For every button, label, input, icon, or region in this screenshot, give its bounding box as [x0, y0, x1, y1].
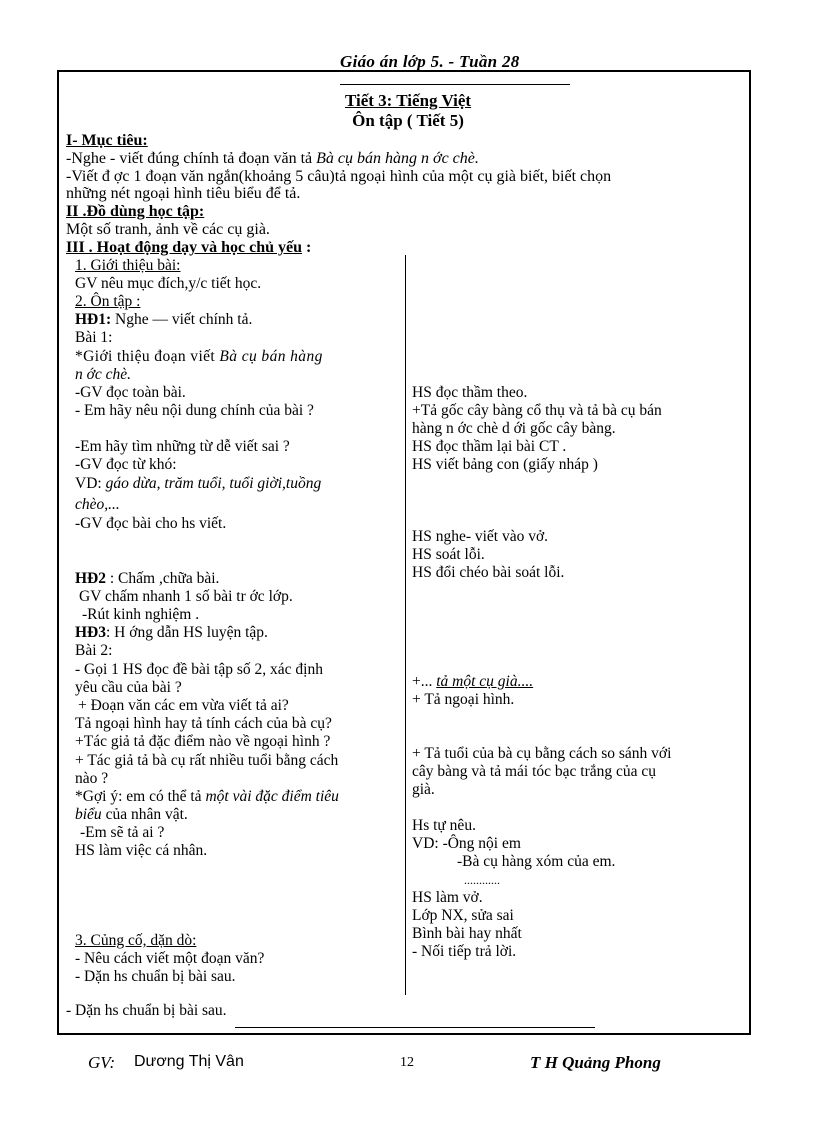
left-line: yêu cầu của bài ? [75, 679, 182, 696]
right-line: -Bà cụ hàng xóm của em. [457, 853, 616, 870]
right-line: HS nghe- viết vào vở. [412, 528, 549, 545]
objective-1: -Nghe - viết đúng chính tả đoạn văn tả Bà cụ bán hàng n ớc chè. [66, 150, 479, 167]
left-line: HĐ3: H ớng dẫn HS luyện tập. [75, 624, 268, 641]
left-line: 1. Giới thiệu bài: [75, 257, 181, 274]
left-line: -GV đọc từ khó: [75, 456, 177, 473]
left-line: nào ? [75, 770, 109, 787]
section-materials-heading: II .Đồ dùng học tập: [66, 203, 205, 220]
right-line: HS soát lỗi. [412, 546, 485, 563]
left-line: + Tác giả tả bà cụ rất nhiều tuổi bằng cách [75, 752, 339, 769]
right-line: + Tả ngoại hình. [412, 691, 515, 708]
right-line: cây bàng và tả mái tóc bạc trắng của cụ [412, 763, 657, 780]
footer-teacher-label: GV: [88, 1053, 116, 1072]
lesson-title: Tiết 3: Tiếng Việt [344, 91, 472, 110]
left-line: Bài 2: [75, 642, 113, 659]
left-line: + Đoạn văn các em vừa viết tả ai? [78, 697, 289, 714]
left-line: HĐ1: Nghe — viết chính tả. [75, 311, 253, 328]
lesson-subtitle: Ôn tập ( Tiết 5) [352, 111, 464, 130]
left-line: - Dặn hs chuẩn bị bài sau. [66, 1002, 227, 1019]
left-line: Bài 1: [75, 329, 113, 346]
left-line: -Em hãy tìm những từ dễ viết sai ? [75, 438, 290, 455]
section-objectives-heading: I- Mục tiêu: [66, 132, 148, 149]
right-line: Bình bài hay nhất [412, 925, 522, 942]
left-line: 2. Ôn tập : [75, 293, 141, 310]
left-line: Tả ngoại hình hay tả tính cách của bà cụ? [75, 715, 332, 732]
right-line: già. [412, 781, 435, 798]
objective-2: -Viết đ ợc 1 đoạn văn ngắn(khoảng 5 câu)tả ngoại hình của một cụ già biết, biết chọn [66, 168, 612, 185]
right-line: HS đọc thầm theo. [412, 384, 528, 401]
bottom-rule [235, 1027, 595, 1028]
left-line: -Rút kinh nghiệm . [82, 606, 200, 623]
left-line: biểu của nhân vật. [75, 806, 188, 823]
right-line: HS đổi chéo bài soát lỗi. [412, 564, 565, 581]
left-line: n ớc chè. [75, 366, 132, 383]
left-line: *Gợi ý: em có thể tả một vài đặc điểm tiêu [75, 788, 339, 805]
right-line: hàng n ớc chè d ới gốc cây bàng. [412, 420, 616, 437]
left-line: GV nêu mục đích,y/c tiết học. [75, 275, 262, 292]
right-line: Lớp NX, sửa sai [412, 907, 514, 924]
left-line: *Giới thiệu đoạn viết Bà cụ bán hàng [75, 348, 323, 365]
left-line: - Dặn hs chuẩn bị bài sau. [75, 968, 236, 985]
left-line: -GV đọc toàn bài. [75, 384, 186, 401]
left-line: +Tác giả tả đặc điểm nào về ngoại hình ? [75, 733, 331, 750]
materials-text: Một số tranh, ảnh về các cụ già. [66, 221, 270, 238]
objective-2-cont: những nét ngoại hình tiêu biểu để tả. [66, 185, 301, 202]
right-line: HS đọc thầm lại bài CT . [412, 438, 567, 455]
left-line: - Em hãy nêu nội dung chính của bài ? [75, 402, 314, 419]
right-line: HS làm vở. [412, 889, 483, 906]
left-line: GV chấm nhanh 1 số bài tr ớc lớp. [79, 588, 293, 605]
left-line: HĐ2 : Chấm ,chữa bài. [75, 570, 220, 587]
left-line: HS làm việc cá nhân. [75, 842, 208, 859]
left-line: -Em sẽ tả ai ? [80, 824, 165, 841]
right-line: - Nối tiếp trả lời. [412, 943, 517, 960]
page-number: 12 [400, 1055, 414, 1070]
footer-school: T H Quảng Phong [530, 1053, 661, 1072]
left-line: - Nêu cách viết một đoạn văn? [75, 950, 265, 967]
right-line: ............ [464, 873, 500, 887]
section-activities-heading: III . Hoạt động dạy và học chủ yếu : [66, 239, 312, 256]
left-line: -GV đọc bài cho hs viết. [75, 515, 227, 532]
left-line: VD: gáo dừa, trăm tuổi, tuổi giời,tuồng [75, 475, 322, 492]
left-line: - Gọi 1 HS đọc đề bài tập số 2, xác định [75, 661, 323, 678]
left-line: chèo,... [75, 496, 120, 513]
right-line: + Tả tuổi của bà cụ bằng cách so sánh với [412, 745, 672, 762]
right-line: HS viết bảng con (giấy nháp ) [412, 456, 598, 473]
column-divider [405, 255, 406, 995]
right-line: +... tả một cụ già.... [412, 673, 534, 690]
right-line: Hs tự nêu. [412, 817, 476, 834]
page-header: Giáo án lớp 5. - Tuần 28 [340, 52, 520, 71]
right-line: +Tả gốc cây bàng cổ thụ và tả bà cụ bán [412, 402, 662, 419]
right-line: VD: -Ông nội em [412, 835, 521, 852]
footer-teacher-name: Dương Thị Vân [134, 1053, 244, 1070]
left-line: 3. Củng cố, dặn dò: [75, 932, 197, 949]
